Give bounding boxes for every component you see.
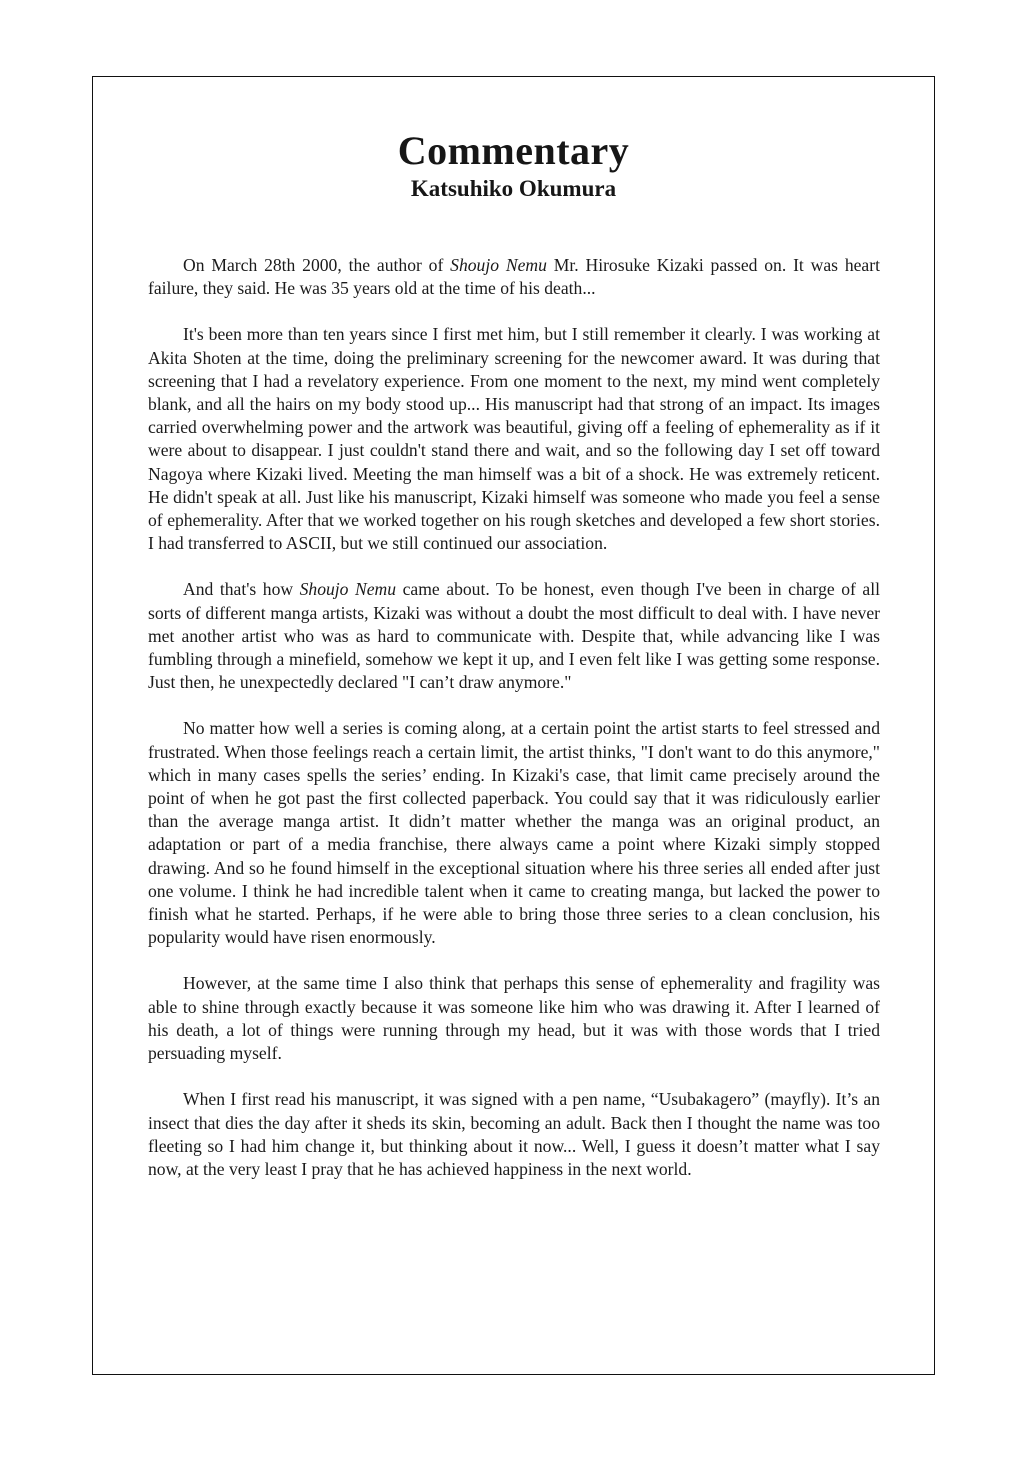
paragraph xyxy=(148,254,880,300)
body-text-run: came about. To be honest, even though I've been in charge of all sorts of different manga artists, Kizaki was without a doubt the most difficult to deal with. I have never met another artist who was as hard to communicate with. Despite that, while advancing like I was fumbling through a minefield, somehow we kept it up, and I even felt like I was getting some response. Just then, he unexpectedly declared "I can’t draw anymore." xyxy=(148,579,880,693)
page-border xyxy=(92,76,935,1375)
author-name: Katsuhiko Okumura xyxy=(410,176,617,201)
paragraph xyxy=(148,323,880,555)
italic-text: Shoujo Nemu xyxy=(450,255,547,275)
paragraph xyxy=(148,578,880,694)
paragraph xyxy=(148,972,880,1065)
body-text-run: When I first read his manuscript, it was signed with a pen name, “Usubakagero” (mayfly). It’s an insect that dies the day after it sheds its skin, becoming an adult. Back then I thought the name was too fleeting so I had him change it, but thinking about it now... Well, I guess it doesn’t matter what I say now, at the very least I pray that he has achieved happiness in the next world. xyxy=(148,1089,880,1179)
italic-text: Shoujo Nemu xyxy=(299,579,397,600)
body-text-run: On March 28th 2000, the author of xyxy=(183,255,451,275)
paragraph xyxy=(148,717,880,949)
page-title: Commentary xyxy=(397,128,630,173)
body-text-run: However, at the same time I also think that perhaps this sense of ephemerality and fragility was able to shine through exactly because it was someone like him who was drawing it. After I learned of his death, a lot of things were running through my head, but it was with those words that I tried persuading myself. xyxy=(148,973,880,1064)
body-text-run: Mr. Hirosuke Kizaki passed on. It was heart failure, they said. He was 35 years old at the time of his death... xyxy=(148,255,880,299)
paragraph xyxy=(148,1088,880,1181)
body-text-run: And that's how xyxy=(183,579,300,600)
body-text-run: It's been more than ten years since I first met him, but I still remember it clearly. I was working at Akita Shoten at the time, doing the preliminary screening for the newcomer award. It was during that screening that I had a revelatory experience. From one moment to the next, my mind went completely blank, and all the hairs on my body stood up... His manuscript had that strong of an impact. Its images carried overwhelming power and the artwork was beautiful, giving off a feeling of ephemerality as if it were about to disappear. I just couldn't stand there and wait, and so the following day I set off toward Nagoya where Kizaki lived. Meeting the man himself was a bit of a shock. He was extremely reticent. He didn't speak at all. Just like his manuscript, Kizaki himself was someone who made you feel a sense of ephemerality. After that we worked together on his rough sketches and developed a few short stories. I had transferred to ASCII, but we still continued our association. xyxy=(148,324,880,554)
commentary-body xyxy=(93,254,934,1181)
body-text-run: No matter how well a series is coming along, at a certain point the artist starts to feel stressed and frustrated. When those feelings reach a certain limit, the artist thinks, "I don't want to do this anymore," which in many cases spells the series’ ending. In Kizaki's case, that limit came precisely around the point of when he got past the first collected paperback. You could say that it was ridiculously earlier than the average manga artist. It didn’t matter whether the manga was an original product, an adaptation or part of a media franchise, there always came a point where Kizaki simply stopped drawing. And so he found himself in the exceptional situation where his three series all ended after just one volume. I think he had incredible talent when it came to creating manga, but lacked the power to finish what he started. Perhaps, if he were able to bring those three series to a clean conclusion, his popularity would have risen enormously. xyxy=(148,718,880,948)
